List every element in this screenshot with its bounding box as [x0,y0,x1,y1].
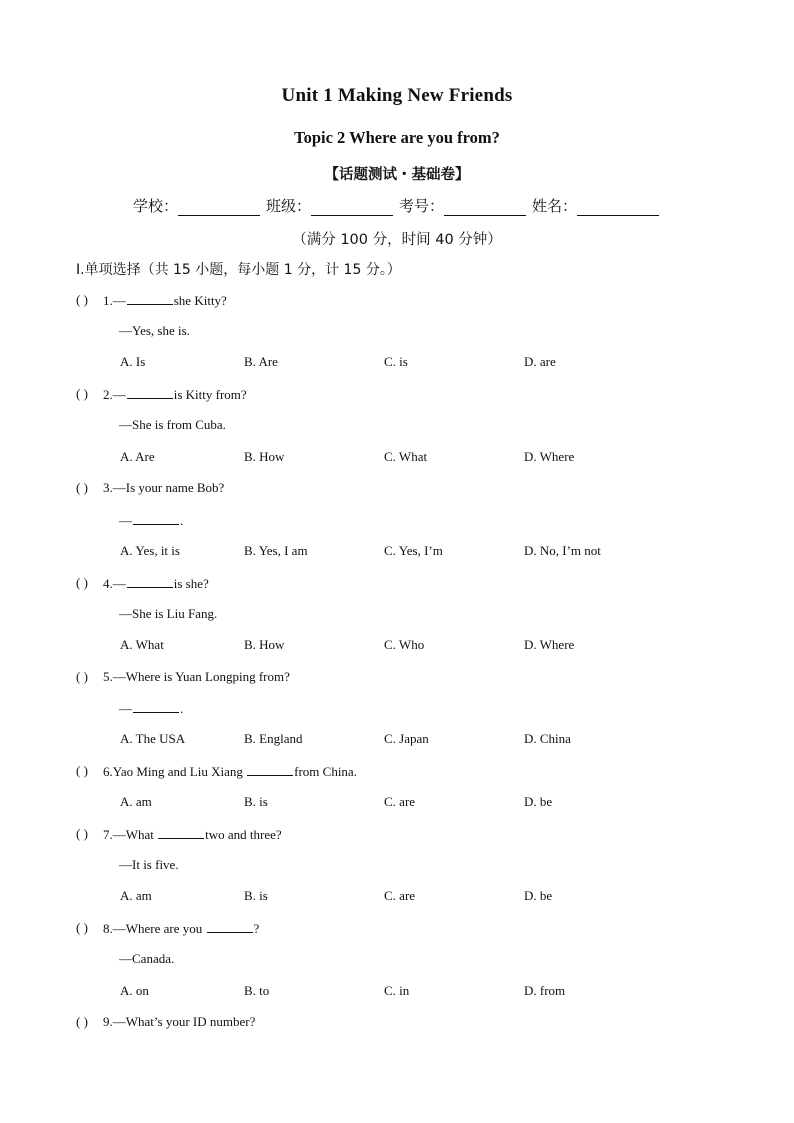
option-c[interactable]: C. Yes, I’m [384,542,443,558]
option-c[interactable]: C. What [384,448,428,464]
option-d[interactable]: D. No, I’m not [524,542,601,558]
option-b[interactable]: B. to [244,982,270,998]
option-c[interactable]: C. Japan [384,731,429,747]
question-6 [0,763,794,783]
name-blank[interactable] [577,201,659,216]
question-7 [0,826,794,846]
question-1 [0,292,794,312]
question-stem [103,386,247,403]
question-text: — [112,575,126,591]
question-text: —What [112,827,158,842]
school-blank[interactable] [178,201,260,216]
option-a[interactable]: A. Are [120,448,155,464]
option-d[interactable]: D. Where [524,448,575,464]
option-a[interactable]: A. am [120,794,152,810]
option-c[interactable]: C. is [384,354,408,370]
option-b[interactable]: B. How [244,448,285,464]
option-b[interactable]: B. Are [244,354,278,370]
question-text: from China. [294,764,357,779]
question-stem [103,292,227,309]
option-d[interactable]: D. be [524,794,553,810]
option-d[interactable]: D. China [524,731,571,747]
question-stem [103,826,282,843]
option-b[interactable]: B. Yes, I am [244,542,308,558]
question-stem [103,763,357,780]
option-d[interactable]: D. Where [524,637,575,652]
option-c[interactable]: C. Who [384,637,425,652]
exam-number-field: 考号： [399,195,528,216]
answer-paren[interactable]: ( ) [76,920,88,936]
test-type-tag: 【话题测试・基础卷】 [324,167,470,183]
answer-blank[interactable] [127,386,173,399]
question-number: 9. [103,1014,113,1030]
section-title: I.单项选择（共 15 小题，每小题 1 分，计 15 分。） [76,262,401,278]
question-stem [103,920,259,937]
reply-text: — [119,512,132,528]
question-stem [103,575,209,592]
question-number: 1. [103,293,113,308]
reply-text: . [180,512,184,528]
answer-blank[interactable] [158,826,204,839]
answer-blank[interactable] [133,512,179,525]
reply-text: —She is from Cuba. [119,417,226,433]
answer-blank[interactable] [247,763,293,776]
answer-paren[interactable]: ( ) [76,826,88,841]
answer-paren[interactable]: ( ) [76,480,88,496]
reply-text: —It is five. [119,857,179,873]
question-5 [0,669,794,689]
question-stem [103,669,290,685]
answer-paren[interactable]: ( ) [76,668,88,684]
question-stem [103,480,224,496]
question-3 [0,480,794,500]
reply-text: —Canada. [119,951,175,967]
answer-blank[interactable] [127,292,173,305]
question-text: — [112,387,126,403]
reply-text [119,512,183,529]
option-a[interactable]: A. Yes, it is [120,542,180,558]
question-number: 8. [103,921,113,937]
question-text: —Where are you [112,921,206,937]
option-a[interactable]: A. Is [120,354,146,370]
question-2 [0,386,794,406]
question-text: she Kitty? [173,293,227,308]
option-c[interactable]: C. in [384,982,410,998]
question-number: 4. [103,575,113,591]
question-number: 6. [103,764,113,779]
option-b[interactable]: B. How [244,637,285,652]
answer-paren[interactable]: ( ) [76,763,88,778]
exam-number-blank[interactable] [444,201,526,216]
reply-text: —She is Liu Fang. [119,605,218,621]
answer-blank[interactable] [207,920,253,933]
answer-paren[interactable]: ( ) [76,292,88,307]
option-a[interactable]: A. am [120,888,152,904]
reply-text: . [180,701,184,716]
answer-blank[interactable] [127,575,173,588]
name-field: 姓名： [532,195,661,216]
question-text: —What’s your ID number? [112,1014,256,1030]
option-c[interactable]: C. are [384,888,416,904]
option-d[interactable]: D. from [524,982,566,998]
answer-paren[interactable]: ( ) [76,1014,88,1030]
question-text: —Where is Yuan Longping from? [112,668,290,684]
question-text: — [112,293,126,308]
option-a[interactable]: A. The USA [120,731,186,747]
question-4 [0,575,794,595]
reply-text [119,700,183,717]
class-field: 班级： [266,195,395,216]
question-text: Yao Ming and Liu Xiang [112,764,247,779]
question-text: ? [253,921,260,937]
student-info-row [0,195,794,216]
question-number: 2. [103,387,113,403]
answer-paren[interactable]: ( ) [76,386,88,402]
question-number: 7. [103,827,113,842]
question-8 [0,920,794,940]
option-c[interactable]: C. are [384,794,416,810]
option-a[interactable]: A. What [120,637,164,652]
question-text: —Is your name Bob? [112,480,225,496]
option-a[interactable]: A. on [120,982,149,998]
question-stem [103,1014,255,1030]
option-b[interactable]: B. is [244,794,268,810]
option-b[interactable]: B. England [244,731,303,747]
class-blank[interactable] [311,201,393,216]
reply-text: — [119,701,132,716]
answer-paren[interactable]: ( ) [76,574,88,590]
school-field: 学校： [133,195,262,216]
question-text: is Kitty from? [173,387,247,403]
question-text: two and three? [205,827,282,842]
option-b[interactable]: B. is [244,888,268,904]
page-title: Unit 1 Making New Friends [281,85,513,106]
question-9 [0,1014,794,1034]
question-number: 5. [103,668,113,684]
reply-text: —Yes, she is. [119,323,190,339]
score-time-info: （满分 100 分，时间 40 分钟） [292,232,502,248]
option-d[interactable]: D. are [524,354,556,370]
page-subtitle: Topic 2 Where are you from? [294,128,500,147]
question-number: 3. [103,480,113,496]
option-d[interactable]: D. be [524,888,553,904]
question-text: is she? [173,575,209,591]
answer-blank[interactable] [133,700,179,713]
